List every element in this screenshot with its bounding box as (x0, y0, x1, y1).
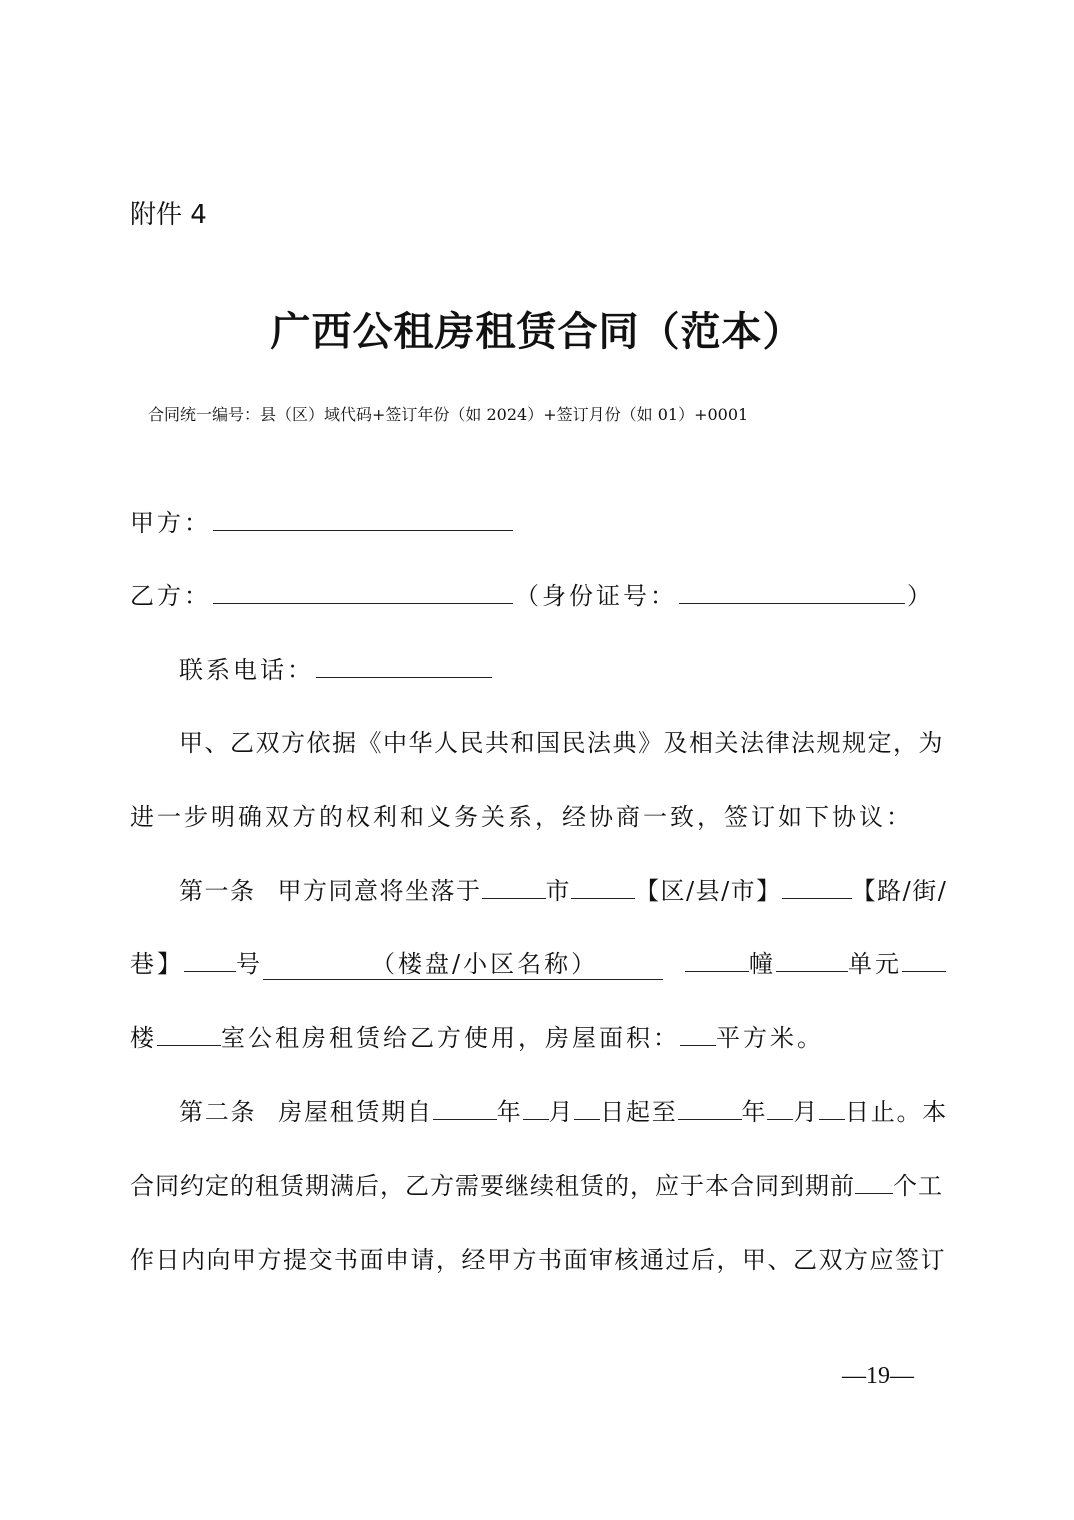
phone-blank[interactable] (316, 653, 492, 678)
article-1-heading: 第一条 (179, 877, 256, 905)
article-1-text: 甲方同意将坐落于 (277, 877, 482, 905)
intro-line-1: 甲、乙双方依据《中华人民共和国民法典》及相关法律法规规定，为 (179, 729, 944, 757)
annex-label: 附件 4 (130, 200, 207, 230)
article-1-line-3 (130, 1018, 824, 1053)
road-label: 【路/街/ (851, 877, 948, 905)
document-title: 广西公租房租赁合同（范本） (270, 308, 804, 355)
page-number: —19— (842, 1363, 914, 1389)
id-number-blank[interactable] (679, 579, 905, 604)
start-month-blank[interactable] (523, 1095, 549, 1120)
start-year-label: 年 (496, 1098, 523, 1126)
city-blank[interactable] (482, 874, 546, 899)
renewal-text: 合同约定的租赁期满后，乙方需要继续租赁的，应于本合同到期前 (130, 1172, 855, 1200)
district-blank[interactable] (571, 874, 635, 899)
estate-label: （楼盘/小区名称） (371, 950, 599, 978)
unit-label: 单元 (848, 950, 902, 978)
workdays-blank[interactable] (855, 1169, 893, 1194)
article-1-line-1 (179, 871, 947, 906)
end-year-label: 年 (741, 1098, 768, 1126)
article-2-text: 房屋租赁期自 (278, 1098, 433, 1126)
end-year-blank[interactable] (678, 1095, 742, 1120)
city-label: 市 (545, 877, 571, 905)
room-blank[interactable] (157, 1021, 221, 1046)
phone-row (179, 650, 494, 685)
start-day-blank[interactable] (574, 1095, 600, 1120)
lane-label: 巷】 (130, 950, 184, 978)
phone-label: 联系电话： (179, 656, 314, 684)
id-label-close: ） (907, 582, 934, 610)
workdays-label: 个工 (893, 1172, 943, 1200)
start-day-label: 日起至 (600, 1098, 678, 1126)
intro-line-2: 进一步明确双方的权利和义务关系，经协商一致，签订如下协议： (130, 803, 913, 831)
area-blank[interactable] (680, 1021, 716, 1046)
number-label: 号 (236, 950, 263, 978)
end-day-label: 日止。本 (845, 1098, 948, 1126)
floor-label: 楼 (130, 1024, 157, 1052)
article-2-heading: 第二条 (179, 1098, 257, 1126)
start-year-blank[interactable] (433, 1095, 497, 1120)
road-blank[interactable] (782, 874, 852, 899)
unit-blank[interactable] (776, 947, 848, 972)
end-month-label: 月 (793, 1098, 819, 1126)
number-blank[interactable] (184, 947, 236, 972)
article-2-line-2 (130, 1166, 943, 1201)
article-1-line-2 (130, 944, 946, 980)
article-2-line-1 (179, 1092, 948, 1127)
floor-blank[interactable] (902, 947, 946, 972)
building-label: 幢 (749, 950, 776, 978)
district-label: 【区/县/市】 (635, 877, 782, 905)
party-b-blank[interactable] (213, 579, 513, 604)
id-label-open: （身份证号： (515, 582, 677, 610)
start-month-label: 月 (548, 1098, 575, 1126)
end-day-blank[interactable] (819, 1095, 845, 1120)
party-b-row (130, 576, 934, 611)
estate-blank[interactable] (263, 944, 663, 980)
party-a-row (130, 503, 515, 538)
article-2-line-3: 作日内向甲方提交书面申请，经甲方书面审核通过后，甲、乙双方应签订 (130, 1246, 946, 1274)
room-text: 室公租房租赁给乙方使用，房屋面积： (221, 1024, 680, 1052)
party-a-label: 甲方： (130, 509, 211, 537)
party-a-blank[interactable] (213, 506, 513, 531)
building-blank[interactable] (685, 947, 749, 972)
party-b-label: 乙方： (130, 582, 211, 610)
end-month-blank[interactable] (767, 1095, 793, 1120)
contract-code-note: 合同统一编号：县（区）域代码+签订年份（如 2024）+签订月份（如 01）+0001 (148, 405, 749, 424)
area-unit: 平方米。 (716, 1024, 824, 1052)
